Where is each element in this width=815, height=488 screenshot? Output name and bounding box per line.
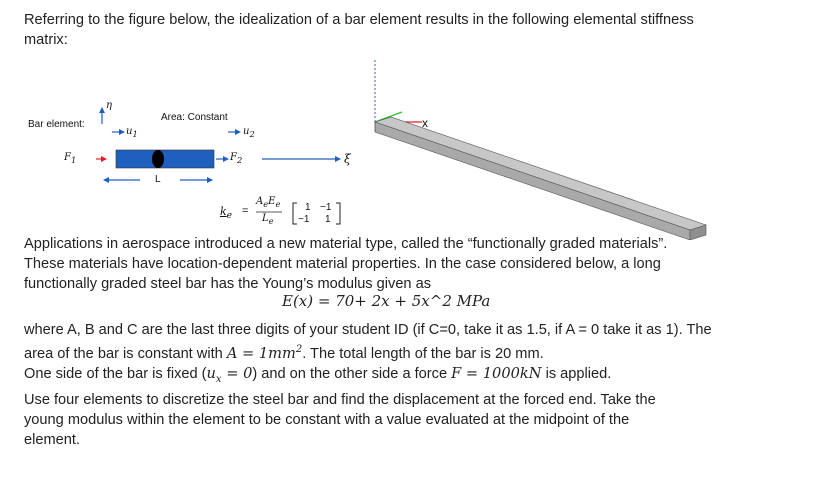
para3-line-3: One side of the bar is fixed $(u_x = 0)$ and on the other side a force F = 1000kN is applied. [24,364,612,385]
u1-label: $u_1$ [126,126,138,139]
length-label: L [155,174,161,185]
area-label: Area: Constant [161,112,228,123]
beam-3d-figure [360,60,810,240]
bar-element-label: Bar element: [28,119,85,130]
para3-line-6: element. [24,431,80,448]
u2-label: $u_2$ [243,126,255,139]
fraction-denominator: $L_e$ [262,213,274,226]
intro-text [24,10,804,50]
intro-line-1: Referring to the figure below, the idealization of a bar element results in the following elemental stiffness [24,12,694,28]
para2-line-2: These materials have location-dependent material properties. In the case considered below, a long [24,256,661,272]
para3-line-2: area of the bar is constant with $A = 1mm^2$. The total length of the bar is 20 mm. [24,344,544,362]
beam-3d-diagram [360,60,810,240]
matrix-cell-12: −1 [320,202,332,213]
f1-label: $F_1$ [64,152,77,165]
matrix-cell-22: 1 [325,214,331,225]
x-axis-label: x [422,116,428,130]
f2-label: $F_2$ [230,152,243,165]
matrix-bracket-left [293,203,297,224]
matrix-cell-21: −1 [298,214,310,225]
youngs-modulus-formula: E(x) = 70+ 2x + 5x^2 MPa [282,292,491,310]
paragraph-problem [24,320,804,450]
para3-line-1: where A, B and C are the last three digits of your student ID (if C=0, take it as 1.5, if A = 0 take it as 1). The [24,322,712,338]
matrix-cell-11: 1 [305,202,311,213]
bar-rect [116,150,214,168]
paragraph-applications [24,234,804,294]
para3-line-5: young modulus within the element to be constant with a value evaluated at the midpoint of the [24,411,630,428]
para2-line-1: Applications in aerospace introduced a new material type, called the “functionally graded materials”. [24,236,668,252]
xi-label: ξ [344,152,351,166]
stiffness-symbol: $k_e$ [220,205,233,222]
intro-line-2: matrix: [24,32,68,48]
eta-label: η [106,100,112,111]
para3-line-4: Use four elements to discretize the steel bar and find the displacement at the forced end. Take the [24,391,656,408]
para2-line-3: functionally graded steel bar has the Young’s modulus given as [24,276,432,292]
bar-node [152,150,164,168]
matrix-bracket-right [336,203,340,224]
beam-front-face [375,122,690,240]
equals-sign: = [242,205,249,217]
fraction-numerator: $A_eE_e$ [256,196,281,209]
bar-element-figure [20,90,380,230]
beam-top-face [375,117,706,230]
